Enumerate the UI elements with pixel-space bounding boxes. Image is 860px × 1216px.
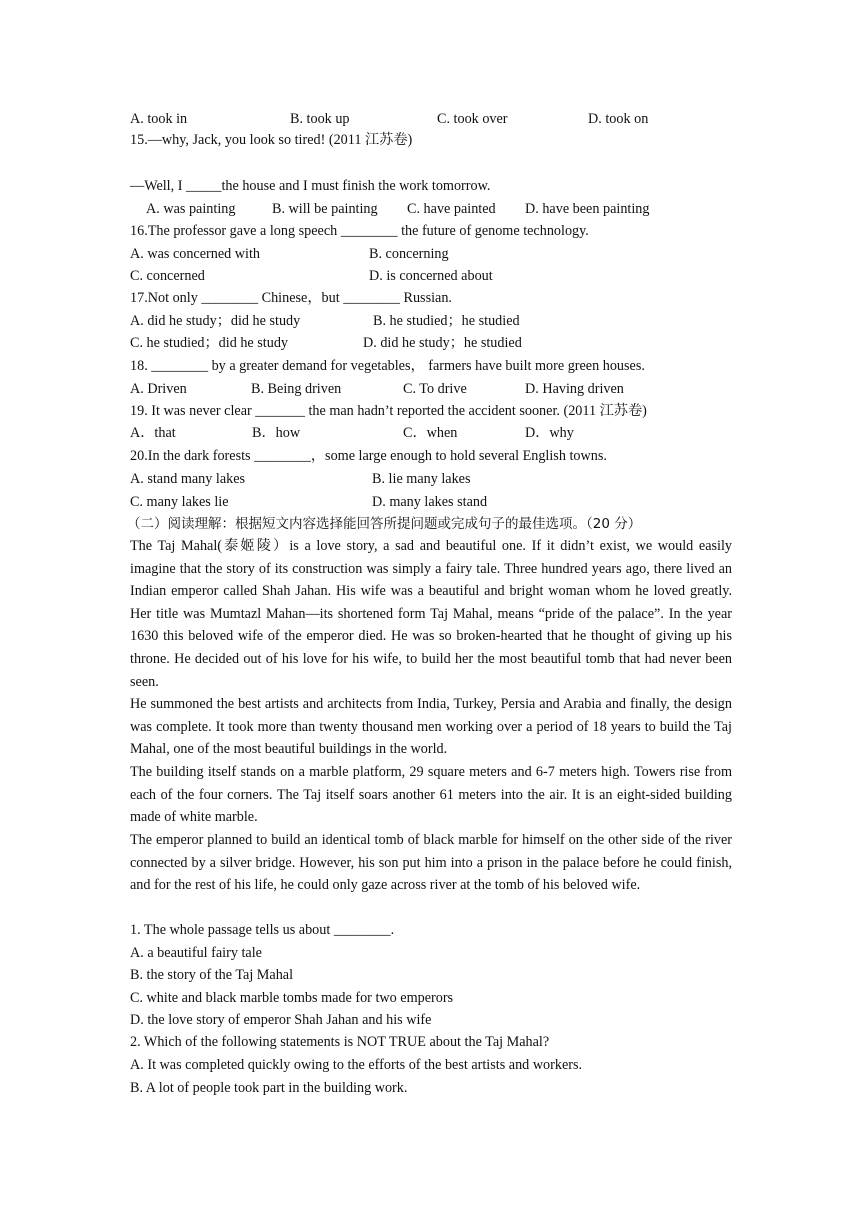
q17-option-b: B. he studied；he studied (373, 313, 520, 329)
q19-option-a: A．that (130, 425, 176, 441)
q20-stem: 20.In the dark forests ________，some large enough to hold several English towns. (130, 448, 607, 464)
q18-option-b: B. Being driven (251, 381, 342, 397)
passage-paragraph-4: The emperor planned to build an identical tomb of black marble for himself on the other side of the river connected by a silver bridge. However, his son put him into a prison in the palace before he could finish, and for the rest of his life, he could only gaze across river at the tomb of his beloved wife. (130, 832, 732, 894)
q16-stem: 16.The professor gave a long speech ________ the future of genome technology. (130, 223, 589, 239)
q15-option-d: D. have been painting (525, 201, 650, 217)
q16-option-d: D. is concerned about (369, 268, 493, 284)
rq2-option-b: B. A lot of people took part in the building work. (130, 1080, 408, 1096)
q18-option-d: D. Having driven (525, 381, 624, 397)
q20-option-d: D. many lakes stand (372, 494, 488, 510)
passage-paragraph-3: The building itself stands on a marble platform, 29 square meters and 6-7 meters high. Towers rise from each of the four corners. The Taj itself soars another 61 meters into the air. It is an eight-sided building made of white marble. (130, 764, 732, 826)
q14-option-c: C. took over (437, 111, 508, 127)
passage-paragraph-1: The Taj Mahal(泰姬陵）is a love story, a sad and beautiful one. If it didn’t exist, we would easily imagine that the story of its construction was simply a fairy tale. Three hundred years ago, there lived an Indian emperor called Shah Jahan. His wife was a beautiful and bright woman whom he loved greatly. Her title was Mumtazl Mahan—its shortened form Taj Mahal, means “pride of the palace”. In the year 1630 this beloved wife of the emperor died. He was so broken-hearted that he thought of giving up his throne. He decided out of his love for his wife, to build her the most beautiful tomb that had never been seen. (130, 538, 732, 690)
q18-stem: 18. ________ by a greater demand for vegetables， farmers have built more green houses. (130, 358, 645, 374)
q14-option-d: D. took on (588, 111, 649, 127)
q17-option-a: A. did he study；did he study (130, 313, 301, 329)
passage-paragraph-2: He summoned the best artists and architects from India, Turkey, Persia and Arabia and finally, the design was complete. It took more than twenty thousand men working over a period of 18 years to build the Taj Mahal, one of the most beautiful buildings in the world. (130, 696, 732, 758)
rq1-option-a: A. a beautiful fairy tale (130, 945, 262, 961)
q18-option-c: C. To drive (403, 381, 467, 397)
q16-option-b: B. concerning (369, 246, 449, 262)
rq2-stem: 2. Which of the following statements is NOT TRUE about the Taj Mahal? (130, 1034, 550, 1050)
q14-option-b: B. took up (290, 111, 350, 127)
q19-option-c: C．when (403, 425, 458, 441)
q16-option-a: A. was concerned with (130, 246, 261, 262)
q20-option-a: A. stand many lakes (130, 471, 246, 487)
section-heading: （二）阅读理解：根据短文内容选择能回答所提问题或完成句子的最佳选项。（20 分） (127, 516, 642, 532)
q15-option-c: C. have painted (407, 201, 496, 217)
rq2-option-a: A. It was completed quickly owing to the efforts of the best artists and workers. (130, 1057, 583, 1073)
rq1-stem: 1. The whole passage tells us about ________. (130, 922, 395, 938)
rq1-option-c: C. white and black marble tombs made for two emperors (130, 990, 454, 1006)
q14-option-a: A. took in (130, 111, 188, 127)
q20-option-c: C. many lakes lie (130, 494, 229, 510)
q18-option-a: A. Driven (130, 381, 187, 397)
q15-line2: —Well, I _____the house and I must finish the work tomorrow. (130, 178, 491, 194)
q20-option-b: B. lie many lakes (372, 471, 471, 487)
q19-stem: 19. It was never clear _______ the man hadn’t reported the accident sooner. (2011 江苏卷) (130, 403, 647, 419)
rq1-option-b: B. the story of the Taj Mahal (130, 967, 294, 983)
q17-option-c: C. he studied；did he study (130, 335, 289, 351)
q15-option-b: B. will be painting (272, 201, 378, 217)
q17-stem: 17.Not only ________ Chinese，but ________ Russian. (130, 290, 452, 306)
q19-option-d: D．why (525, 425, 574, 441)
q16-option-c: C. concerned (130, 268, 205, 284)
rq1-option-d: D. the love story of emperor Shah Jahan and his wife (130, 1012, 432, 1028)
q17-option-d: D. did he study；he studied (363, 335, 522, 351)
q19-option-b: B．how (252, 425, 301, 441)
q15-option-a: A. was painting (146, 201, 236, 217)
q15-stem: 15.—why, Jack, you look so tired! (2011 江苏卷) (130, 132, 413, 148)
